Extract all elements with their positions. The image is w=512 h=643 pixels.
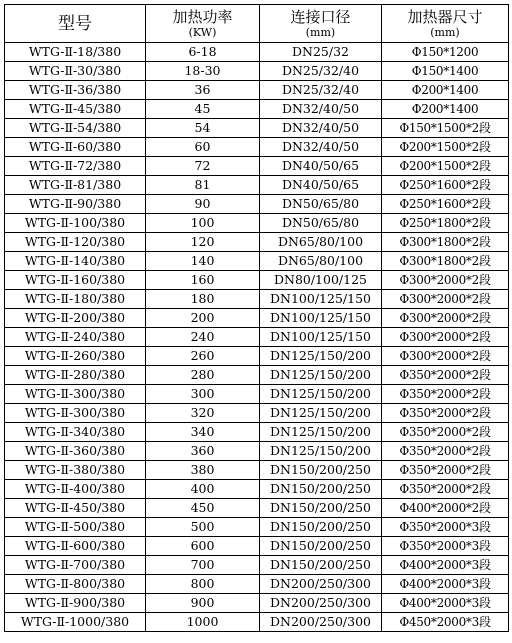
model-cell: WTG-Ⅱ-700/380	[5, 556, 146, 575]
size-cell: Φ300*2000*2段	[382, 271, 509, 290]
connection-cell: DN80/100/125	[260, 271, 382, 290]
connection-cell: DN125/150/200	[260, 385, 382, 404]
size-cell: Φ400*2000*3段	[382, 594, 509, 613]
table-row	[5, 214, 509, 233]
connection-cell: DN125/150/200	[260, 347, 382, 366]
model-cell: WTG-Ⅱ-100/380	[5, 214, 146, 233]
connection-cell: DN32/40/50	[260, 100, 382, 119]
power-cell: 1000	[146, 613, 260, 632]
size-cell: Φ350*2000*2段	[382, 404, 509, 423]
model-cell: WTG-Ⅱ-800/380	[5, 575, 146, 594]
header-size-label: 加热器尺寸	[407, 7, 483, 26]
size-cell: Φ300*1800*2段	[382, 252, 509, 271]
connection-cell: DN150/200/250	[260, 537, 382, 556]
table-row	[5, 62, 509, 81]
model-cell: WTG-Ⅱ-54/380	[5, 119, 146, 138]
size-cell: Φ450*2000*3段	[382, 613, 509, 632]
size-cell: Φ350*2000*2段	[382, 385, 509, 404]
model-cell: WTG-Ⅱ-340/380	[5, 423, 146, 442]
table-row	[5, 138, 509, 157]
header-connection-unit: (mm)	[305, 25, 336, 39]
size-cell: Φ350*2000*2段	[382, 442, 509, 461]
power-cell: 45	[146, 100, 260, 119]
connection-cell: DN100/125/150	[260, 309, 382, 328]
table-row	[5, 404, 509, 423]
power-cell: 280	[146, 366, 260, 385]
header-power	[146, 5, 260, 43]
model-cell: WTG-Ⅱ-18/380	[5, 43, 146, 62]
connection-cell: DN65/80/100	[260, 252, 382, 271]
model-cell: WTG-Ⅱ-500/380	[5, 518, 146, 537]
connection-cell: DN40/50/65	[260, 176, 382, 195]
connection-cell: DN100/125/150	[260, 290, 382, 309]
table-row	[5, 271, 509, 290]
power-cell: 500	[146, 518, 260, 537]
connection-cell: DN25/32/40	[260, 81, 382, 100]
power-cell: 36	[146, 81, 260, 100]
size-cell: Φ300*1800*2段	[382, 233, 509, 252]
size-cell: Φ150*1500*2段	[382, 119, 509, 138]
table-row	[5, 594, 509, 613]
connection-cell: DN200/250/300	[260, 613, 382, 632]
size-cell: Φ350*2000*2段	[382, 366, 509, 385]
power-cell: 60	[146, 138, 260, 157]
model-cell: WTG-Ⅱ-36/380	[5, 81, 146, 100]
power-cell: 900	[146, 594, 260, 613]
model-cell: WTG-Ⅱ-30/380	[5, 62, 146, 81]
header-model-label: 型号	[58, 13, 92, 34]
connection-cell: DN200/250/300	[260, 594, 382, 613]
connection-cell: DN32/40/50	[260, 119, 382, 138]
connection-cell: DN150/200/250	[260, 480, 382, 499]
power-cell: 18-30	[146, 62, 260, 81]
model-cell: WTG-Ⅱ-160/380	[5, 271, 146, 290]
table-row	[5, 385, 509, 404]
table-row	[5, 442, 509, 461]
model-cell: WTG-Ⅱ-81/380	[5, 176, 146, 195]
connection-cell: DN25/32	[260, 43, 382, 62]
power-cell: 6-18	[146, 43, 260, 62]
table-row	[5, 423, 509, 442]
connection-cell: DN150/200/250	[260, 499, 382, 518]
power-cell: 100	[146, 214, 260, 233]
header-size	[382, 5, 509, 43]
table-row	[5, 195, 509, 214]
connection-cell: DN40/50/65	[260, 157, 382, 176]
power-cell: 400	[146, 480, 260, 499]
model-cell: WTG-Ⅱ-45/380	[5, 100, 146, 119]
size-cell: Φ350*2000*3段	[382, 537, 509, 556]
power-cell: 340	[146, 423, 260, 442]
table-row	[5, 252, 509, 271]
model-cell: WTG-Ⅱ-600/380	[5, 537, 146, 556]
table-row	[5, 328, 509, 347]
size-cell: Φ200*1500*2段	[382, 157, 509, 176]
header-power-unit: (KW)	[188, 25, 217, 39]
power-cell: 450	[146, 499, 260, 518]
connection-cell: DN100/125/150	[260, 328, 382, 347]
model-cell: WTG-Ⅱ-380/380	[5, 461, 146, 480]
connection-cell: DN125/150/200	[260, 404, 382, 423]
size-cell: Φ150*1400	[382, 62, 509, 81]
model-cell: WTG-Ⅱ-240/380	[5, 328, 146, 347]
size-cell: Φ150*1200	[382, 43, 509, 62]
connection-cell: DN65/80/100	[260, 233, 382, 252]
connection-cell: DN200/250/300	[260, 575, 382, 594]
connection-cell: DN125/150/200	[260, 442, 382, 461]
spec-table	[4, 4, 509, 632]
table-row	[5, 119, 509, 138]
table-row	[5, 290, 509, 309]
model-cell: WTG-Ⅱ-120/380	[5, 233, 146, 252]
model-cell: WTG-Ⅱ-180/380	[5, 290, 146, 309]
model-cell: WTG-Ⅱ-900/380	[5, 594, 146, 613]
table-row	[5, 100, 509, 119]
table-header	[5, 5, 509, 43]
table-body	[5, 43, 509, 632]
table-row	[5, 366, 509, 385]
power-cell: 90	[146, 195, 260, 214]
power-cell: 320	[146, 404, 260, 423]
size-cell: Φ350*2000*3段	[382, 518, 509, 537]
size-cell: Φ200*1400	[382, 100, 509, 119]
table-row	[5, 575, 509, 594]
table-row	[5, 480, 509, 499]
power-cell: 200	[146, 309, 260, 328]
size-cell: Φ300*2000*2段	[382, 328, 509, 347]
size-cell: Φ400*2000*3段	[382, 575, 509, 594]
power-cell: 600	[146, 537, 260, 556]
power-cell: 300	[146, 385, 260, 404]
header-connection	[260, 5, 382, 43]
power-cell: 81	[146, 176, 260, 195]
table-row	[5, 556, 509, 575]
header-power-label: 加热功率	[172, 7, 233, 26]
size-cell: Φ200*1400	[382, 81, 509, 100]
table-row	[5, 499, 509, 518]
size-cell: Φ250*1600*2段	[382, 176, 509, 195]
power-cell: 72	[146, 157, 260, 176]
power-cell: 160	[146, 271, 260, 290]
model-cell: WTG-Ⅱ-140/380	[5, 252, 146, 271]
connection-cell: DN50/65/80	[260, 214, 382, 233]
model-cell: WTG-Ⅱ-280/380	[5, 366, 146, 385]
model-cell: WTG-Ⅱ-72/380	[5, 157, 146, 176]
table-row	[5, 537, 509, 556]
model-cell: WTG-Ⅱ-450/380	[5, 499, 146, 518]
power-cell: 360	[146, 442, 260, 461]
model-cell: WTG-Ⅱ-260/380	[5, 347, 146, 366]
power-cell: 140	[146, 252, 260, 271]
table-row	[5, 613, 509, 632]
table-row	[5, 81, 509, 100]
size-cell: Φ400*2000*2段	[382, 499, 509, 518]
connection-cell: DN150/200/250	[260, 461, 382, 480]
header-size-unit: (mm)	[430, 25, 460, 39]
model-cell: WTG-Ⅱ-360/380	[5, 442, 146, 461]
size-cell: Φ300*2000*2段	[382, 290, 509, 309]
size-cell: Φ250*1600*2段	[382, 195, 509, 214]
power-cell: 54	[146, 119, 260, 138]
connection-cell: DN150/200/250	[260, 556, 382, 575]
model-cell: WTG-Ⅱ-200/380	[5, 309, 146, 328]
power-cell: 180	[146, 290, 260, 309]
table-row	[5, 347, 509, 366]
power-cell: 260	[146, 347, 260, 366]
power-cell: 240	[146, 328, 260, 347]
model-cell: WTG-Ⅱ-300/380	[5, 385, 146, 404]
model-cell: WTG-Ⅱ-300/380	[5, 404, 146, 423]
table-row	[5, 157, 509, 176]
power-cell: 380	[146, 461, 260, 480]
connection-cell: DN32/40/50	[260, 138, 382, 157]
table-row	[5, 518, 509, 537]
connection-cell: DN50/65/80	[260, 195, 382, 214]
header-model	[5, 5, 146, 43]
connection-cell: DN150/200/250	[260, 518, 382, 537]
power-cell: 120	[146, 233, 260, 252]
size-cell: Φ300*2000*2段	[382, 347, 509, 366]
size-cell: Φ350*2000*2段	[382, 423, 509, 442]
table-row	[5, 461, 509, 480]
size-cell: Φ350*2000*2段	[382, 461, 509, 480]
model-cell: WTG-Ⅱ-400/380	[5, 480, 146, 499]
model-cell: WTG-Ⅱ-60/380	[5, 138, 146, 157]
size-cell: Φ350*2000*2段	[382, 480, 509, 499]
connection-cell: DN125/150/200	[260, 366, 382, 385]
size-cell: Φ300*2000*2段	[382, 309, 509, 328]
connection-cell: DN25/32/40	[260, 62, 382, 81]
table-row	[5, 233, 509, 252]
connection-cell: DN125/150/200	[260, 423, 382, 442]
model-cell: WTG-Ⅱ-90/380	[5, 195, 146, 214]
model-cell: WTG-Ⅱ-1000/380	[5, 613, 146, 632]
table-row	[5, 309, 509, 328]
size-cell: Φ200*1500*2段	[382, 138, 509, 157]
header-row	[5, 5, 509, 43]
table-row	[5, 43, 509, 62]
header-connection-label: 连接口径	[290, 7, 351, 26]
size-cell: Φ400*2000*3段	[382, 556, 509, 575]
table-row	[5, 176, 509, 195]
power-cell: 700	[146, 556, 260, 575]
size-cell: Φ250*1800*2段	[382, 214, 509, 233]
power-cell: 800	[146, 575, 260, 594]
